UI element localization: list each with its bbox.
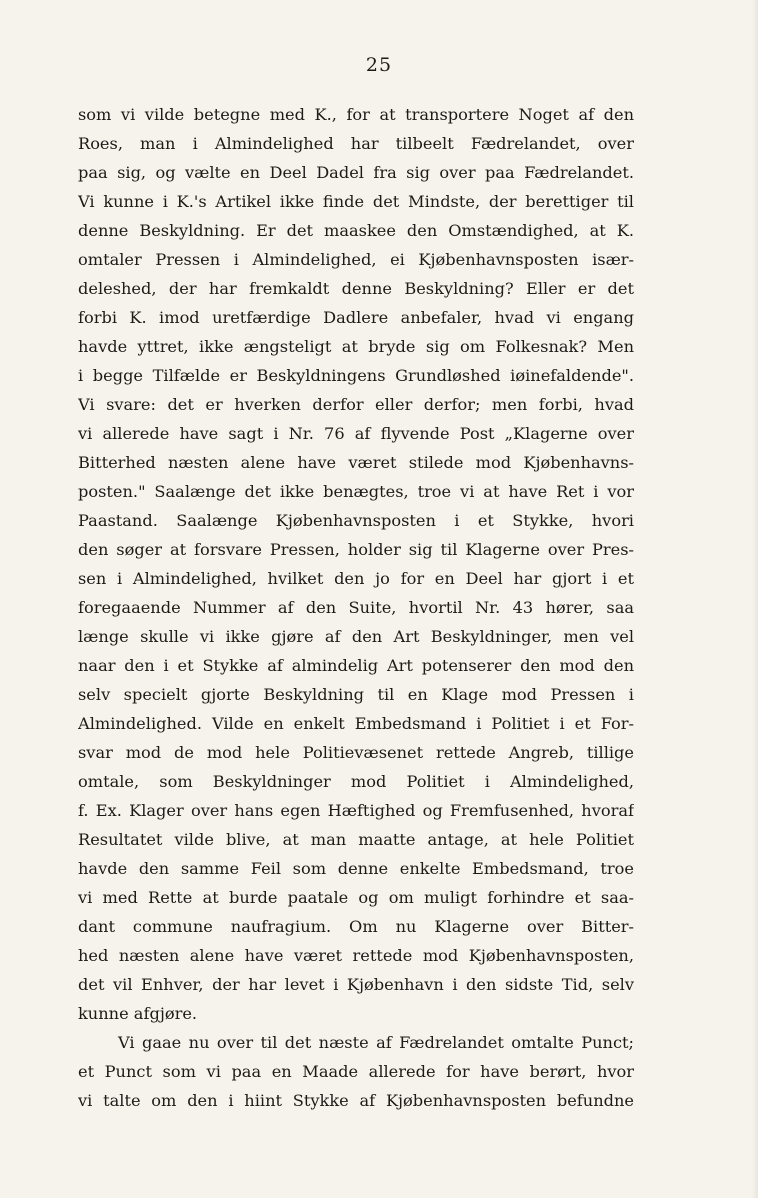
text-line: Almindelighed. Vilde en enkelt Embedsmand i Politiet i et For- [78, 714, 634, 733]
text-line: Resultatet vilde blive, at man maatte antage, at hele Politiet [78, 830, 634, 849]
text-line: et Punct som vi paa en Maade allerede for have berørt, hvor [78, 1062, 634, 1081]
text-line: f. Ex. Klager over hans egen Hæftighed og Fremfusenhed, hvoraf [78, 801, 634, 820]
body-text [78, 100, 634, 1115]
text-line: posten." Saalænge det ikke benægtes, troe vi at have Ret i vor [78, 482, 634, 501]
text-line: kunne afgjøre. [78, 1004, 198, 1023]
text-line: vi allerede have sagt i Nr. 76 af flyvende Post „Klagerne over [78, 424, 634, 443]
text-line: Vi kunne i K.'s Artikel ikke finde det Mindste, der berettiger til [78, 192, 634, 211]
text-line: denne Beskyldning. Er det maaskee den Omstændighed, at K. [78, 221, 634, 240]
page-edge-shadow [752, 0, 758, 1198]
text-line: Vi svare: det er hverken derfor eller derfor; men forbi, hvad [78, 395, 634, 414]
text-line: naar den i et Stykke af almindelig Art potenserer den mod den [78, 656, 634, 675]
text-line: forbi K. imod uretfærdige Dadlere anbefaler, hvad vi engang [78, 308, 634, 327]
text-line: som vi vilde betegne med K., for at transportere Noget af den [78, 105, 634, 124]
text-line: i begge Tilfælde er Beskyldningens Grundløshed iøinefaldende". [78, 366, 634, 385]
text-line: den søger at forsvare Pressen, holder sig til Klagerne over Pres- [78, 540, 634, 559]
text-line: havde yttret, ikke ængsteligt at bryde sig om Folkesnak? Men [78, 337, 634, 356]
text-line: sen i Almindelighed, hvilket den jo for en Deel har gjort i et [78, 569, 634, 588]
text-line: svar mod de mod hele Politievæsenet rettede Angreb, tillige [78, 743, 634, 762]
text-line: havde den samme Feil som denne enkelte Embedsmand, troe [78, 859, 634, 878]
text-line: omtaler Pressen i Almindelighed, ei Kjøbenhavnsposten især- [78, 250, 634, 269]
text-line: paa sig, og vælte en Deel Dadel fra sig over paa Fædrelandet. [78, 163, 634, 182]
paragraph-2 [78, 1028, 634, 1115]
text-line: omtale, som Beskyldninger mod Politiet i Almindelighed, [78, 772, 634, 791]
text-line: deleshed, der har fremkaldt denne Beskyldning? Eller er det [78, 279, 634, 298]
paragraph-1 [78, 100, 634, 1028]
text-line: vi talte om den i hiint Stykke af Kjøbenhavnsposten befundne [78, 1091, 634, 1110]
text-line: dant commune naufragium. Om nu Klagerne over Bitter- [78, 917, 634, 936]
text-line: Bitterhed næsten alene have været stilede mod Kjøbenhavns- [78, 453, 634, 472]
text-line: Vi gaae nu over til det næste af Fædrelandet omtalte Punct; [118, 1033, 634, 1052]
text-line: Paastand. Saalænge Kjøbenhavnsposten i et Stykke, hvori [78, 511, 634, 530]
text-line: vi med Rette at burde paatale og om muligt forhindre et saa- [78, 888, 634, 907]
text-line: selv specielt gjorte Beskyldning til en Klage mod Pressen i [78, 685, 634, 704]
text-line: længe skulle vi ikke gjøre af den Art Beskyldninger, men vel [78, 627, 634, 646]
page-number: 25 [365, 54, 393, 76]
text-line: hed næsten alene have været rettede mod Kjøbenhavnsposten, [78, 946, 634, 965]
text-line: Roes, man i Almindelighed har tilbeelt Fædrelandet, over [78, 134, 634, 153]
text-line: det vil Enhver, der har levet i Kjøbenhavn i den sidste Tid, selv [78, 975, 634, 994]
text-line: foregaaende Nummer af den Suite, hvortil Nr. 43 hører, saa [78, 598, 634, 617]
